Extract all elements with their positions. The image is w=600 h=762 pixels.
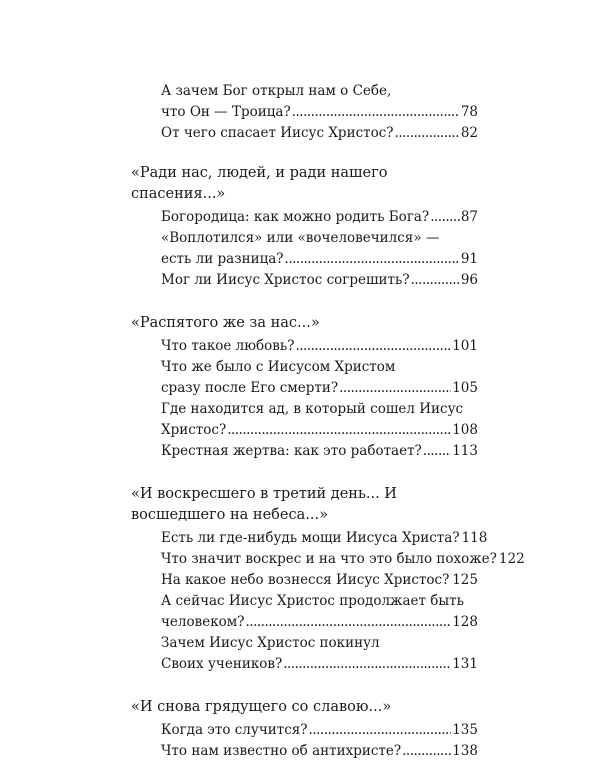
toc-entry-title-cont: сразу после Его смерти? [161, 380, 339, 396]
section-heading: «Распятого же за нас...» [131, 315, 320, 331]
leader-dots [283, 654, 451, 675]
toc-entry[interactable] [161, 549, 525, 570]
page-number: 96 [460, 272, 478, 288]
table-of-contents [131, 81, 525, 762]
page-number: 125 [452, 572, 478, 588]
toc-entry[interactable] [161, 591, 478, 633]
toc-entry[interactable] [161, 357, 478, 399]
leader-dots [430, 207, 460, 228]
toc-entry-title: Что значит воскрес и на что это было похоже? [161, 551, 497, 567]
toc-entry[interactable] [161, 720, 478, 741]
page-number: 101 [452, 338, 478, 354]
leader-dots [246, 612, 452, 633]
toc-entry[interactable] [161, 528, 488, 549]
toc-entry[interactable] [161, 207, 478, 228]
leader-dots [402, 741, 451, 762]
leader-dots [295, 336, 451, 357]
leader-dots [339, 378, 451, 399]
page-number: 105 [452, 380, 478, 396]
toc-entry-title: От чего спасает Иисус Христос? [161, 125, 394, 141]
toc-entry[interactable] [161, 441, 478, 462]
leader-dots [285, 249, 460, 270]
toc-entry-title: Где находится ад, в который сошел Иисус [161, 401, 464, 417]
page-number: 78 [460, 104, 478, 120]
page-number: 138 [452, 743, 478, 759]
page-number: 128 [452, 614, 478, 630]
toc-entry[interactable] [161, 570, 478, 591]
page-number: 135 [452, 722, 478, 738]
toc-entry[interactable] [161, 81, 478, 123]
toc-entry[interactable] [161, 123, 478, 144]
toc-entry-title-cont: Христос? [161, 422, 227, 438]
toc-entry[interactable] [161, 270, 478, 291]
leader-dots [423, 441, 451, 462]
page-number: 113 [452, 443, 478, 459]
toc-entry[interactable] [161, 399, 478, 441]
toc-entry-title: Крестная жертва: как это работает? [161, 443, 422, 459]
toc-entry[interactable] [161, 336, 478, 357]
page-number: 82 [460, 125, 478, 141]
toc-entry-title: Что нам известно об антихристе? [161, 743, 402, 759]
toc-entry-title: Зачем Иисус Христос покинул [161, 635, 380, 651]
leader-dots [411, 270, 460, 291]
leader-dots [292, 102, 460, 123]
leader-dots [227, 420, 451, 441]
toc-entry[interactable] [161, 228, 478, 270]
toc-entry-title: На какое небо вознесся Иисус Христос? [161, 572, 450, 588]
leader-dots [395, 123, 460, 144]
toc-entry[interactable] [161, 741, 478, 762]
toc-entry-title: Когда это случится? [161, 722, 308, 738]
page-number: 131 [452, 656, 478, 672]
toc-entry[interactable] [161, 633, 478, 675]
toc-entry-title: «Воплотился» или «вочеловечился» — [161, 230, 440, 246]
page-number: 91 [460, 251, 478, 267]
toc-entry-title-cont: есть ли разница? [161, 251, 284, 267]
toc-entry-title: Что же было с Иисусом Христом [161, 359, 396, 375]
toc-entry-title: Есть ли где-нибудь мощи Иисуса Христа? [161, 530, 460, 546]
toc-entry-title-cont: Своих учеников? [161, 656, 283, 672]
page-number: 108 [452, 422, 478, 438]
page-number: 122 [498, 551, 525, 567]
toc-entry-title: Мог ли Иисус Христос согрешить? [161, 272, 410, 288]
page-number: 118 [461, 530, 488, 546]
toc-entry-title: А зачем Бог открыл нам о Себе, [161, 83, 392, 99]
section-heading: «Ради нас, людей, и ради нашего спасения...» [131, 165, 388, 202]
leader-dots [309, 720, 452, 741]
page-number: 87 [460, 209, 478, 225]
toc-entry-title: Что такое любовь? [161, 338, 295, 354]
toc-entry-title-cont: человеком? [161, 614, 245, 630]
section-heading: «И снова грядущего со славою...» [131, 699, 392, 715]
toc-entry-title: Богородица: как можно родить Бога? [161, 209, 430, 225]
toc-entry-title-cont: что Он — Троица? [161, 104, 291, 120]
leader-dots [450, 570, 451, 591]
section-heading: «И воскресшего в третий день... И восшедшего на небеса...» [131, 486, 397, 523]
toc-entry-title: А сейчас Иисус Христос продолжает быть [161, 593, 464, 609]
